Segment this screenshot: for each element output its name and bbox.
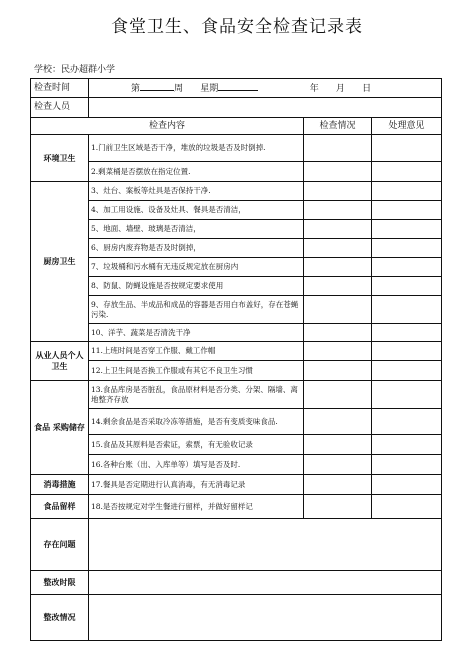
opinion-cell[interactable]: [372, 455, 442, 475]
opinion-cell[interactable]: [372, 220, 442, 239]
inspectors-label: 检查人员: [31, 98, 89, 118]
row-deadline: [31, 571, 442, 595]
item-text: 8、防鼠、防蝇设施是否按规定要求使用: [89, 277, 304, 296]
week-prefix: 第: [131, 84, 141, 94]
opinion-cell[interactable]: [372, 258, 442, 277]
status-cell[interactable]: [304, 381, 372, 409]
table-row: [31, 409, 442, 435]
item-text: 14.剩余食品是否采取冷冻等措施，是否有变质变味食品.: [89, 409, 304, 435]
item-text: 5、地面、墙壁、玻璃是否清洁，: [89, 220, 304, 239]
category-kitchen: 厨房卫生: [31, 182, 89, 342]
table-row: [31, 258, 442, 277]
issues-label: 存在问题: [31, 519, 89, 571]
status-cell[interactable]: [304, 162, 372, 182]
item-text: 9、存放生品、半成品和成品的容器是否用白布盖好，存在苍蝇污染.: [89, 296, 304, 324]
table-row: [31, 381, 442, 409]
opinion-cell[interactable]: [372, 135, 442, 162]
table-row: [31, 296, 442, 324]
status-cell[interactable]: [304, 201, 372, 220]
status-cell[interactable]: [304, 342, 372, 361]
row-rectification: [31, 595, 442, 641]
item-text: 11.上班时间是否穿工作服、戴工作帽: [89, 342, 304, 361]
category-disinfection: 消毒措施: [31, 475, 89, 495]
status-cell[interactable]: [304, 495, 372, 519]
page-title: 食堂卫生、食品安全检查记录表: [111, 17, 363, 37]
day-label: 日: [362, 84, 372, 94]
row-issues: [31, 519, 442, 571]
table-row: [31, 324, 442, 342]
item-text: 15.食品及其原料是否索证，索票，有无验收记录: [89, 435, 304, 455]
table-row: [31, 361, 442, 381]
opinion-cell[interactable]: [372, 475, 442, 495]
school-label: 学校：民办超群小学: [34, 65, 116, 75]
status-cell[interactable]: [304, 239, 372, 258]
header-status: 检查情况: [304, 118, 372, 135]
status-cell[interactable]: [304, 296, 372, 324]
item-text: 16.各种台账（出、入库单等）填写是否及时.: [89, 455, 304, 475]
opinion-cell[interactable]: [372, 324, 442, 342]
item-text: 6、厨房内废弃物是否及时倒掉，: [89, 239, 304, 258]
table-row: [31, 182, 442, 201]
opinion-cell[interactable]: [372, 495, 442, 519]
opinion-cell[interactable]: [372, 162, 442, 182]
table-row: [31, 220, 442, 239]
deadline-value[interactable]: [89, 571, 442, 595]
month-label: 月: [335, 84, 345, 94]
status-cell[interactable]: [304, 277, 372, 296]
opinion-cell[interactable]: [372, 342, 442, 361]
category-environment: 环境卫生: [31, 135, 89, 182]
category-food-storage: 食品 采购储存: [31, 381, 89, 475]
week-suffix: 周: [174, 84, 184, 94]
table-row: [31, 455, 442, 475]
item-text: 7、垃圾桶和污水桶有无违反规定放在厨房内: [89, 258, 304, 277]
rectification-value[interactable]: [89, 595, 442, 641]
status-cell[interactable]: [304, 324, 372, 342]
item-text: 3、灶台、案板等灶具是否保持干净.: [89, 182, 304, 201]
opinion-cell[interactable]: [372, 296, 442, 324]
table-row: [31, 201, 442, 220]
opinion-cell[interactable]: [372, 361, 442, 381]
item-text: 18.是否按规定对学生餐进行留样，并做好留样记: [89, 495, 304, 519]
opinion-cell[interactable]: [372, 381, 442, 409]
table-row: [31, 342, 442, 361]
table-row: [31, 135, 442, 162]
deadline-label: 整改时限: [31, 571, 89, 595]
status-cell[interactable]: [304, 258, 372, 277]
issues-value[interactable]: [89, 519, 442, 571]
table-row: [31, 475, 442, 495]
year-label: 年: [309, 84, 319, 94]
header-opinion: 处理意见: [372, 118, 442, 135]
category-food-sample: 食品留样: [31, 495, 89, 519]
status-cell[interactable]: [304, 182, 372, 201]
status-cell[interactable]: [304, 135, 372, 162]
header-content: 检查内容: [31, 118, 304, 135]
item-text: 4、加工用设施、设备及灶具、餐具是否清洁，: [89, 201, 304, 220]
item-text: 12.上卫生间是否换工作服或有其它不良卫生习惯: [89, 361, 304, 381]
category-staff: 从业人员个人卫生: [31, 342, 89, 381]
row-inspection-time: [31, 79, 442, 98]
status-cell[interactable]: [304, 475, 372, 495]
status-cell[interactable]: [304, 409, 372, 435]
weekday-label: 星期: [200, 84, 219, 94]
table-row: [31, 495, 442, 519]
inspection-time-label: 检查时间: [31, 79, 89, 98]
table-row: [31, 435, 442, 455]
opinion-cell[interactable]: [372, 201, 442, 220]
item-text: 13.食品库房是否脏乱，食品原材料是否分类、分架、隔墙、离地整齐存放: [89, 381, 304, 409]
table-row: [31, 277, 442, 296]
status-cell[interactable]: [304, 220, 372, 239]
opinion-cell[interactable]: [372, 182, 442, 201]
table-row: [31, 162, 442, 182]
table-header: [31, 118, 442, 135]
rectification-label: 整改情况: [31, 595, 89, 641]
status-cell[interactable]: [304, 455, 372, 475]
inspectors-value[interactable]: [89, 98, 442, 118]
item-text: 1.门前卫生区域是否干净，堆放的垃圾是否及时倒掉.: [89, 135, 304, 162]
table-row: [31, 239, 442, 258]
row-inspectors: [31, 98, 442, 118]
opinion-cell[interactable]: [372, 409, 442, 435]
item-text: 17.餐具是否定期进行认真消毒，有无消毒记录: [89, 475, 304, 495]
item-text: 10、洋芋、蔬菜是否清洗干净: [89, 324, 304, 342]
opinion-cell[interactable]: [372, 435, 442, 455]
opinion-cell[interactable]: [372, 277, 442, 296]
opinion-cell[interactable]: [372, 239, 442, 258]
status-cell[interactable]: [304, 361, 372, 381]
status-cell[interactable]: [304, 435, 372, 455]
inspection-table: [30, 78, 442, 641]
inspection-time-value[interactable]: [89, 79, 442, 98]
item-text: 2.剩菜桶是否摆放在指定位置.: [89, 162, 304, 182]
